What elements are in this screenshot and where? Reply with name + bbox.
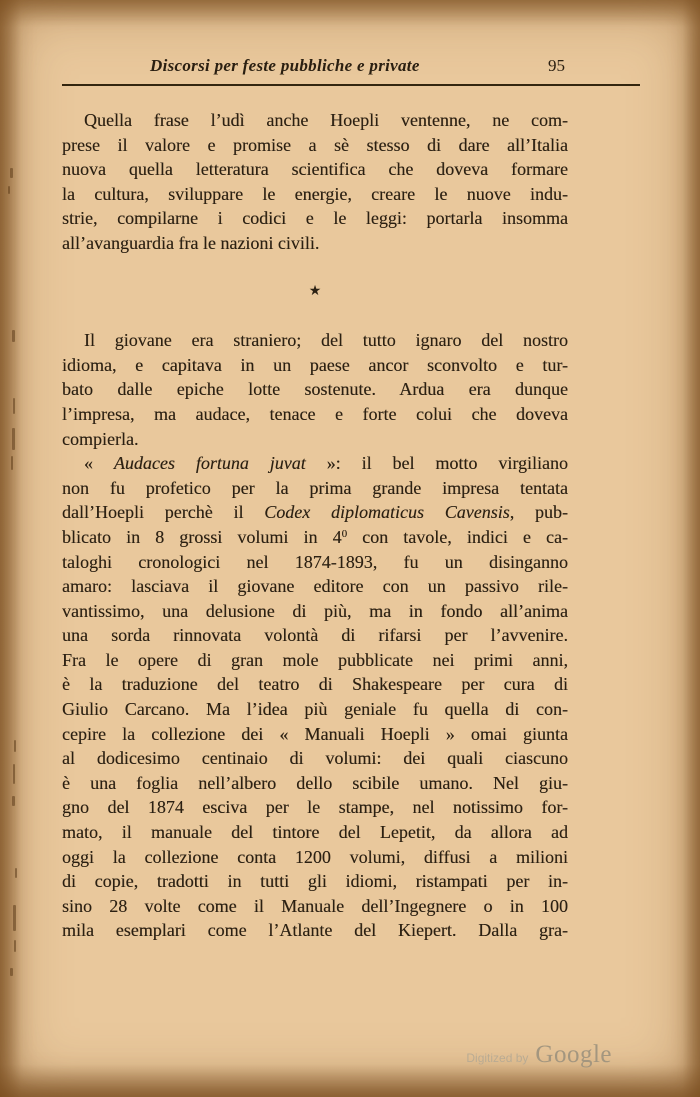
paragraph	[62, 451, 568, 943]
text-line: è la traduzione del teatro di Shakespeare per cura di	[62, 674, 568, 695]
text-line: « Audaces fortuna juvat »: il bel motto virgiliano	[84, 453, 568, 474]
section-separator-star: ★	[308, 283, 322, 299]
text-line: al dodicesimo centinaio di volumi: dei quali ciascuno	[62, 748, 568, 769]
text-line: mato, il manuale del tintore del Lepetit, da allora ad	[62, 822, 568, 843]
digitized-by-label: Digitized by	[466, 1051, 529, 1065]
text-line: di copie, tradotti in tutti gli idiomi, ristampati per in-	[62, 871, 568, 892]
text-line: è una foglia nell’albero dello scibile umano. Nel giu-	[62, 772, 568, 793]
text-line: Fra le opere di gran mole pubblicate nei primi anni,	[62, 649, 568, 670]
text-line: strie, compilarne i codici e le leggi: portarla insomma	[62, 208, 568, 229]
text-line: prese il valore e promise a sè stesso di dare all’Italia	[62, 134, 568, 155]
text-line: all’avanguardia fra le nazioni civili.	[62, 232, 320, 253]
text-line: oggi la collezione conta 1200 volumi, diffusi a milioni	[62, 846, 568, 867]
text-line: sino 28 volte come il Manuale dell’Ingegnere o in 100	[62, 895, 568, 916]
text-line: cepire la collezione dei « Manuali Hoepli » omai giunta	[62, 723, 568, 744]
text-line: bato dalle epiche lotte sostenute. Ardua era dunque	[62, 379, 568, 400]
page-body	[62, 108, 568, 943]
text-line: mila esemplari come l’Atlante del Kiepert. Dalla gra-	[62, 920, 568, 941]
digitized-by-watermark	[466, 1041, 612, 1069]
text-line: blicato in 8 grossi volumi in $4^0$ con tavole, indici e ca-	[62, 526, 568, 547]
text-line: non fu profetico per la prima grande impresa tentata	[62, 477, 568, 498]
paragraph	[62, 108, 568, 256]
text-line: idioma, e capitava in un paese ancor sconvolto e tur-	[62, 354, 568, 375]
page-number: 95	[548, 56, 565, 75]
google-logo: Google	[535, 1041, 612, 1068]
running-title: Discorsi per feste pubbliche e private	[150, 56, 420, 75]
header-rule	[62, 84, 640, 86]
text-line: amaro: lasciava il giovane editore con un passivo rile-	[62, 576, 568, 597]
text-line: compierla.	[62, 428, 139, 449]
text-line: una sorda rinnovata volontà di rifarsi per l’avvenire.	[62, 625, 568, 646]
text-line: Quella frase l’udì anche Hoepli ventenne, ne com-	[84, 110, 568, 130]
text-line: Il giovane era straniero; del tutto ignaro del nostro	[84, 330, 568, 351]
text-line: la cultura, sviluppare le energie, creare le nuove indu-	[62, 183, 568, 204]
text-line: gno del 1874 esciva per le stampe, nel notissimo for-	[62, 797, 568, 818]
text-line: Giulio Carcano. Ma l’idea più geniale fu quella di con-	[62, 699, 568, 720]
text-line: taloghi cronologici nel 1874-1893, fu un disinganno	[62, 551, 568, 572]
text-line: nuova quella letteratura scientifica che doveva formare	[62, 159, 568, 180]
text-line: vantissimo, una delusione di più, ma in fondo all’anima	[62, 600, 568, 621]
paragraph	[62, 328, 568, 451]
text-line: l’impresa, ma audace, tenace e forte colui che doveva	[62, 403, 568, 424]
text-line: dall’Hoepli perchè il Codex diplomaticus Cavensis, pub-	[62, 502, 568, 523]
page-header	[62, 56, 640, 80]
